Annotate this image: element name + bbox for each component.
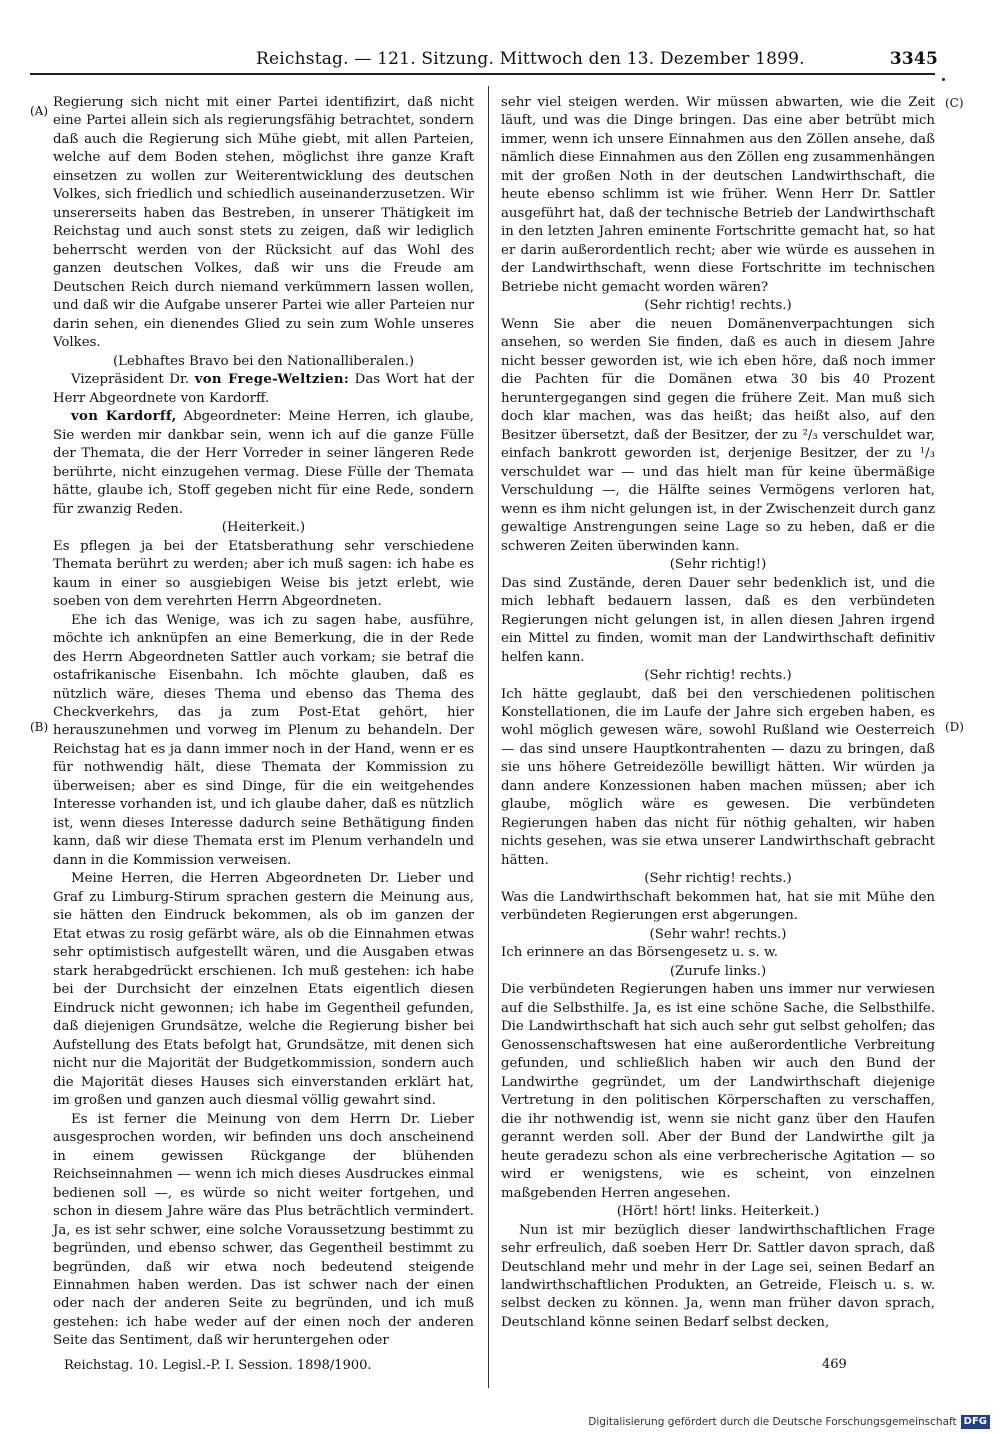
- print-dot: [942, 78, 945, 81]
- paragraph: Ehe ich das Wenige, was ich zu sagen habe, ausführe, möchte ich anknüpfen an eine Bemerkung, die in der Rede des Herrn Abgeordneten Sattler auch vorkam; sie betraf die ostafrikanische Eisenbahn. Ich möchte glauben, daß es nützlich wäre, dieses Thema und ebenso das Thema des Checkverkehrs, das ja zum Post-Etat gehört, hier herauszunehmen und vorweg im Plenum zu behandeln. Der Reichstag hat es ja dann immer noch in der Hand, wenn er es für nothwendig hält, diese Themata der Kommission zu überweisen; aber es sind Dinge, für die ein weitgehendes Interesse vorhanden ist, und ich glaube daher, daß es nützlich ist, wenn dieses Interesse dadurch seine Bethätigung finden kann, daß wir diese Themata erst im Plenum verhandeln und dann in die Kommission verweisen.: [53, 612, 474, 868]
- paragraph: Ich hätte geglaubt, daß bei den verschiedenen politischen Konstellationen, die im Laufe der Jahre sich ergeben haben, es wohl möglich gewesen wäre, sowohl Rußland wie Oesterreich — das sind unsere Hauptkontrahenten — dazu zu bringen, daß sie uns höhere Getreidezölle bewilligt hätten. Wir würden ja dann andere Konzessionen haben machen müssen; aber ich glaube, möglich wäre es gewesen. Die verbündeten Regierungen haben das nicht für nöthig gehalten, wir haben nichts gesehen, was sie etwa unserer Landwirthschaft gebracht hätten.: [501, 686, 935, 868]
- footer-page-number: 469: [822, 1357, 847, 1372]
- margin-mark-b: (B): [30, 720, 49, 734]
- interjection: (Sehr richtig! rechts.): [644, 298, 792, 314]
- right-column: [501, 94, 935, 1332]
- running-title: Reichstag. — 121. Sitzung. Mittwoch den 13. Dezember 1899.: [256, 49, 805, 69]
- column-divider: [488, 86, 489, 1388]
- credit-text: Digitalisierung gefördert durch die Deutsche Forschungsgemeinschaft: [588, 1416, 957, 1428]
- header-rule: [30, 73, 935, 75]
- interjection: (Sehr richtig! rechts.): [644, 871, 792, 887]
- margin-mark-c: (C): [945, 96, 964, 110]
- paragraph: Wenn Sie aber die neuen Domänenverpachtungen sich ansehen, so werden Sie finden, daß es auch in diesem Jahre nicht besser geworden ist, wie ich eben höre, daß noch immer die Pachten für die Domänen etwa 30 bis 40 Prozent heruntergegangen sind gegen die frühere Zeit. Man muß sich doch klar machen, was das heißt; das heißt also, auf den Besitzer übersetzt, daß der Besitzer, der zu ²/₃ verschuldet war, einfach bankrott geworden ist, derjenige Besitzer, der zu ¹/₃ verschuldet war — und das hielt man für keine übermäßige Verschuldung —, die Hälfte seines Vermögens verloren hat, wenn es ihm nicht gelungen ist, in der Zwischenzeit durch ganz gewaltige Anstrengungen seine Lage so zu heben, daß er die schweren Zeiten überwinden kann.: [501, 316, 935, 554]
- paragraph: Regierung sich nicht mit einer Partei identifizirt, daß nicht eine Partei allein sich als regierungsfähig betrachtet, sondern daß auch die Regierung sich Mühe giebt, mit allen Parteien, welche auf dem Boden stehen, möglichst ihre ganze Kraft einsetzen zu wollen zur Weiterentwicklung des deutschen Volkes, sich friedlich und schiedlich auseinanderzusetzen. Wir unsererseits haben das Bestreben, in unserer Thätigkeit im Reichstag und auch sonst stets zu zeigen, daß wir lediglich beherrscht werden von der Rücksicht auf das Wohl des ganzen deutschen Volkes, daß wir uns die Freude am Deutschen Reich durch niemand verkümmern lassen wollen, und daß wir die Aufgabe unserer Partei wie aller Parteien nur darin sehen, ein dienendes Glied zu sein zum Wohle unseres Volkes.: [53, 95, 474, 351]
- paragraph: Nun ist mir bezüglich dieser landwirthschaftlichen Frage sehr erfreulich, daß soeben Herr Dr. Sattler davon sprach, daß Deutschland mehr und mehr in der Lage sei, seinen Bedarf an landwirthschaftlichen Produkten, an Getreide, Fleisch u. s. w. selbst decken zu können. Ja, wenn man früher davon sprach, Deutschland könne seinen Bedarf selbst decken,: [501, 1222, 935, 1330]
- page-number: 3345: [889, 49, 938, 69]
- interjection: (Sehr richtig!): [669, 557, 767, 573]
- paragraph: Die verbündeten Regierungen haben uns immer nur verwiesen auf die Selbsthilfe. Ja, es ist eine schöne Sache, die Selbsthilfe. Die Landwirthschaft hat sich auch sehr gut selbst geholfen; das Genossenschaftswesen hat eine außerordentliche Verbreitung gefunden, und schließlich haben wir auch den Bund der Landwirthe gegründet, um der Landwirthschaft diejenige Vertretung in den politischen Körperschaften zu verschaffen, die ihr nothwendig ist, wenn sie nicht ganz über den Haufen gerannt werden soll. Aber der Bund der Landwirthe gilt ja heute geradezu schon als eine verbrecherische Agitation — so wird er wenigstens, wie es scheint, von einzelnen maßgebenden Herren angesehen.: [501, 982, 935, 1201]
- paragraph: Meine Herren, die Herren Abgeordneten Dr. Lieber und Graf zu Limburg-Stirum sprachen gestern die Meinung aus, sie hätten den Eindruck bekommen, als ob im ganzen der Etat etwas zu rosig gefärbt wäre, als ob die Einnahmen etwas sehr optimistisch aufgestellt wären, und die Ausgaben etwas stark herabgedrückt erschienen. Ich muß gestehen: ich habe bei der Durchsicht der einzelnen Etats eigentlich diesen Eindruck nicht gewonnen; ich habe im Gegentheil gefunden, daß diejenigen Grundsätze, welche die Regierung bisher bei Aufstellung des Etats befolgt hat, Grundsätze, mit denen sich nicht nur die Majorität der Budgetkommission, sondern auch die Majorität dieses Hauses sich einverstanden erklärt hat, im großen und ganzen auch diesmal völlig gewahrt sind.: [53, 871, 474, 1109]
- speaker-name: von Frege-Weltzien:: [194, 372, 350, 388]
- page-header: [28, 48, 938, 70]
- speaker-lead: Vizepräsident Dr.: [71, 372, 190, 388]
- paragraph: Was die Landwirthschaft bekommen hat, hat sie mit Mühe den verbündeten Regierungen erst abgerungen.: [501, 889, 935, 924]
- interjection: (Heiterkeit.): [221, 520, 306, 536]
- margin-mark-a: (A): [30, 104, 49, 118]
- speaker-paragraph: [53, 408, 474, 519]
- interjection: (Sehr wahr! rechts.): [649, 926, 787, 942]
- interjection: (Lebhaftes Bravo bei den Nationalliberalen.): [112, 353, 415, 369]
- interjection: (Zurufe links.): [669, 963, 767, 979]
- paragraph: sehr viel steigen werden. Wir müssen abwarten, wie die Zeit läuft, und was die Dinge bringen. Das eine aber betrübt mich immer, wenn ich unsere Einnahmen aus den Zöllen ansehe, daß nämlich diese Einnahmen aus den Zöllen eng zusammenhängen mit der großen Noth in der deutschen Landwirthschaft, die heute ebenso schlimm ist wie früher. Wenn Herr Dr. Sattler ausgeführt hat, daß der technische Betrieb der Landwirthschaft in den letzten Jahren eminente Fortschritte gemacht hat, so hat er darin außerordentlich recht; aber wie würde es aussehen in der Landwirthschaft, wenn diese Fortschritte im technischen Betriebe nicht gemacht worden wären?: [501, 95, 935, 295]
- paragraph: Es ist ferner die Meinung von dem Herrn Dr. Lieber ausgesprochen worden, wir befinden uns doch anscheinend in einem gewissen Rückgange der blühenden Reichseinnahmen — wenn ich mich dieses Ausdruckes einmal bedienen soll —, es würde so nicht weiter fortgehen, und schon in diesem Jahre wäre das Plus beträchtlich vermindert. Ja, es ist sehr schwer, eine solche Voraussetzung bestimmt zu begründen, und ebenso schwer, das Gegentheil bestimmt zu begründen, daß wir etwa noch bedeutend steigende Einnahmen haben werden. Das ist schwer nach der einen oder nach der anderen Seite zu begründen, und ich muß gestehen: ich habe weder auf der einen noch der anderen Seite das Sentiment, daß wir heruntergehen oder: [53, 1111, 474, 1349]
- left-column: [53, 94, 474, 1351]
- digitization-credit: [588, 1414, 990, 1430]
- speaker-text: Abgeordneter: Meine Herren, ich glaube, Sie werden mir dankbar sein, wenn ich auf die ganze Fülle der Themata, die der Herr Vorreder in seiner längeren Rede berührte, nicht einzugehen vermag. Diese Fülle der Themata hätte, glaube ich, Stoff gegeben nicht für eine Rede, sondern für zwanzig Reden.: [53, 409, 474, 517]
- interjection: (Hört! hört! links. Heiterkeit.): [616, 1204, 820, 1220]
- paragraph: Ich erinnere an das Börsengesetz u. s. w.: [501, 945, 778, 961]
- speaker-paragraph: [53, 371, 474, 408]
- interjection: (Sehr richtig! rechts.): [644, 668, 792, 684]
- speaker-text: Das Wort hat der Herr Abgeordnete von Kardorff.: [53, 372, 474, 406]
- footer-session-info: Reichstag. 10. Legisl.-P. I. Session. 1898/1900.: [64, 1358, 372, 1373]
- paragraph: Das sind Zustände, deren Dauer sehr bedenklich ist, und die mich lebhaft bedauern lassen, daß es den verbündeten Regierungen nicht gelungen ist, in allen diesen Jahren irgend ein Mittel zu finden, womit man der Landwirthschaft definitiv helfen kann.: [501, 575, 935, 665]
- speaker-name: von Kardorff,: [71, 409, 177, 425]
- margin-mark-d: (D): [945, 720, 964, 734]
- dfg-logo-icon: DFG: [961, 1415, 990, 1429]
- paragraph: Es pflegen ja bei der Etatsberathung sehr verschiedene Themata berührt zu werden; aber ich muß sagen: ich habe es kaum in einer so ausgiebigen Weise bis jetzt erlebt, wie soeben von dem verehrten Herrn Abgeordneten.: [53, 538, 474, 610]
